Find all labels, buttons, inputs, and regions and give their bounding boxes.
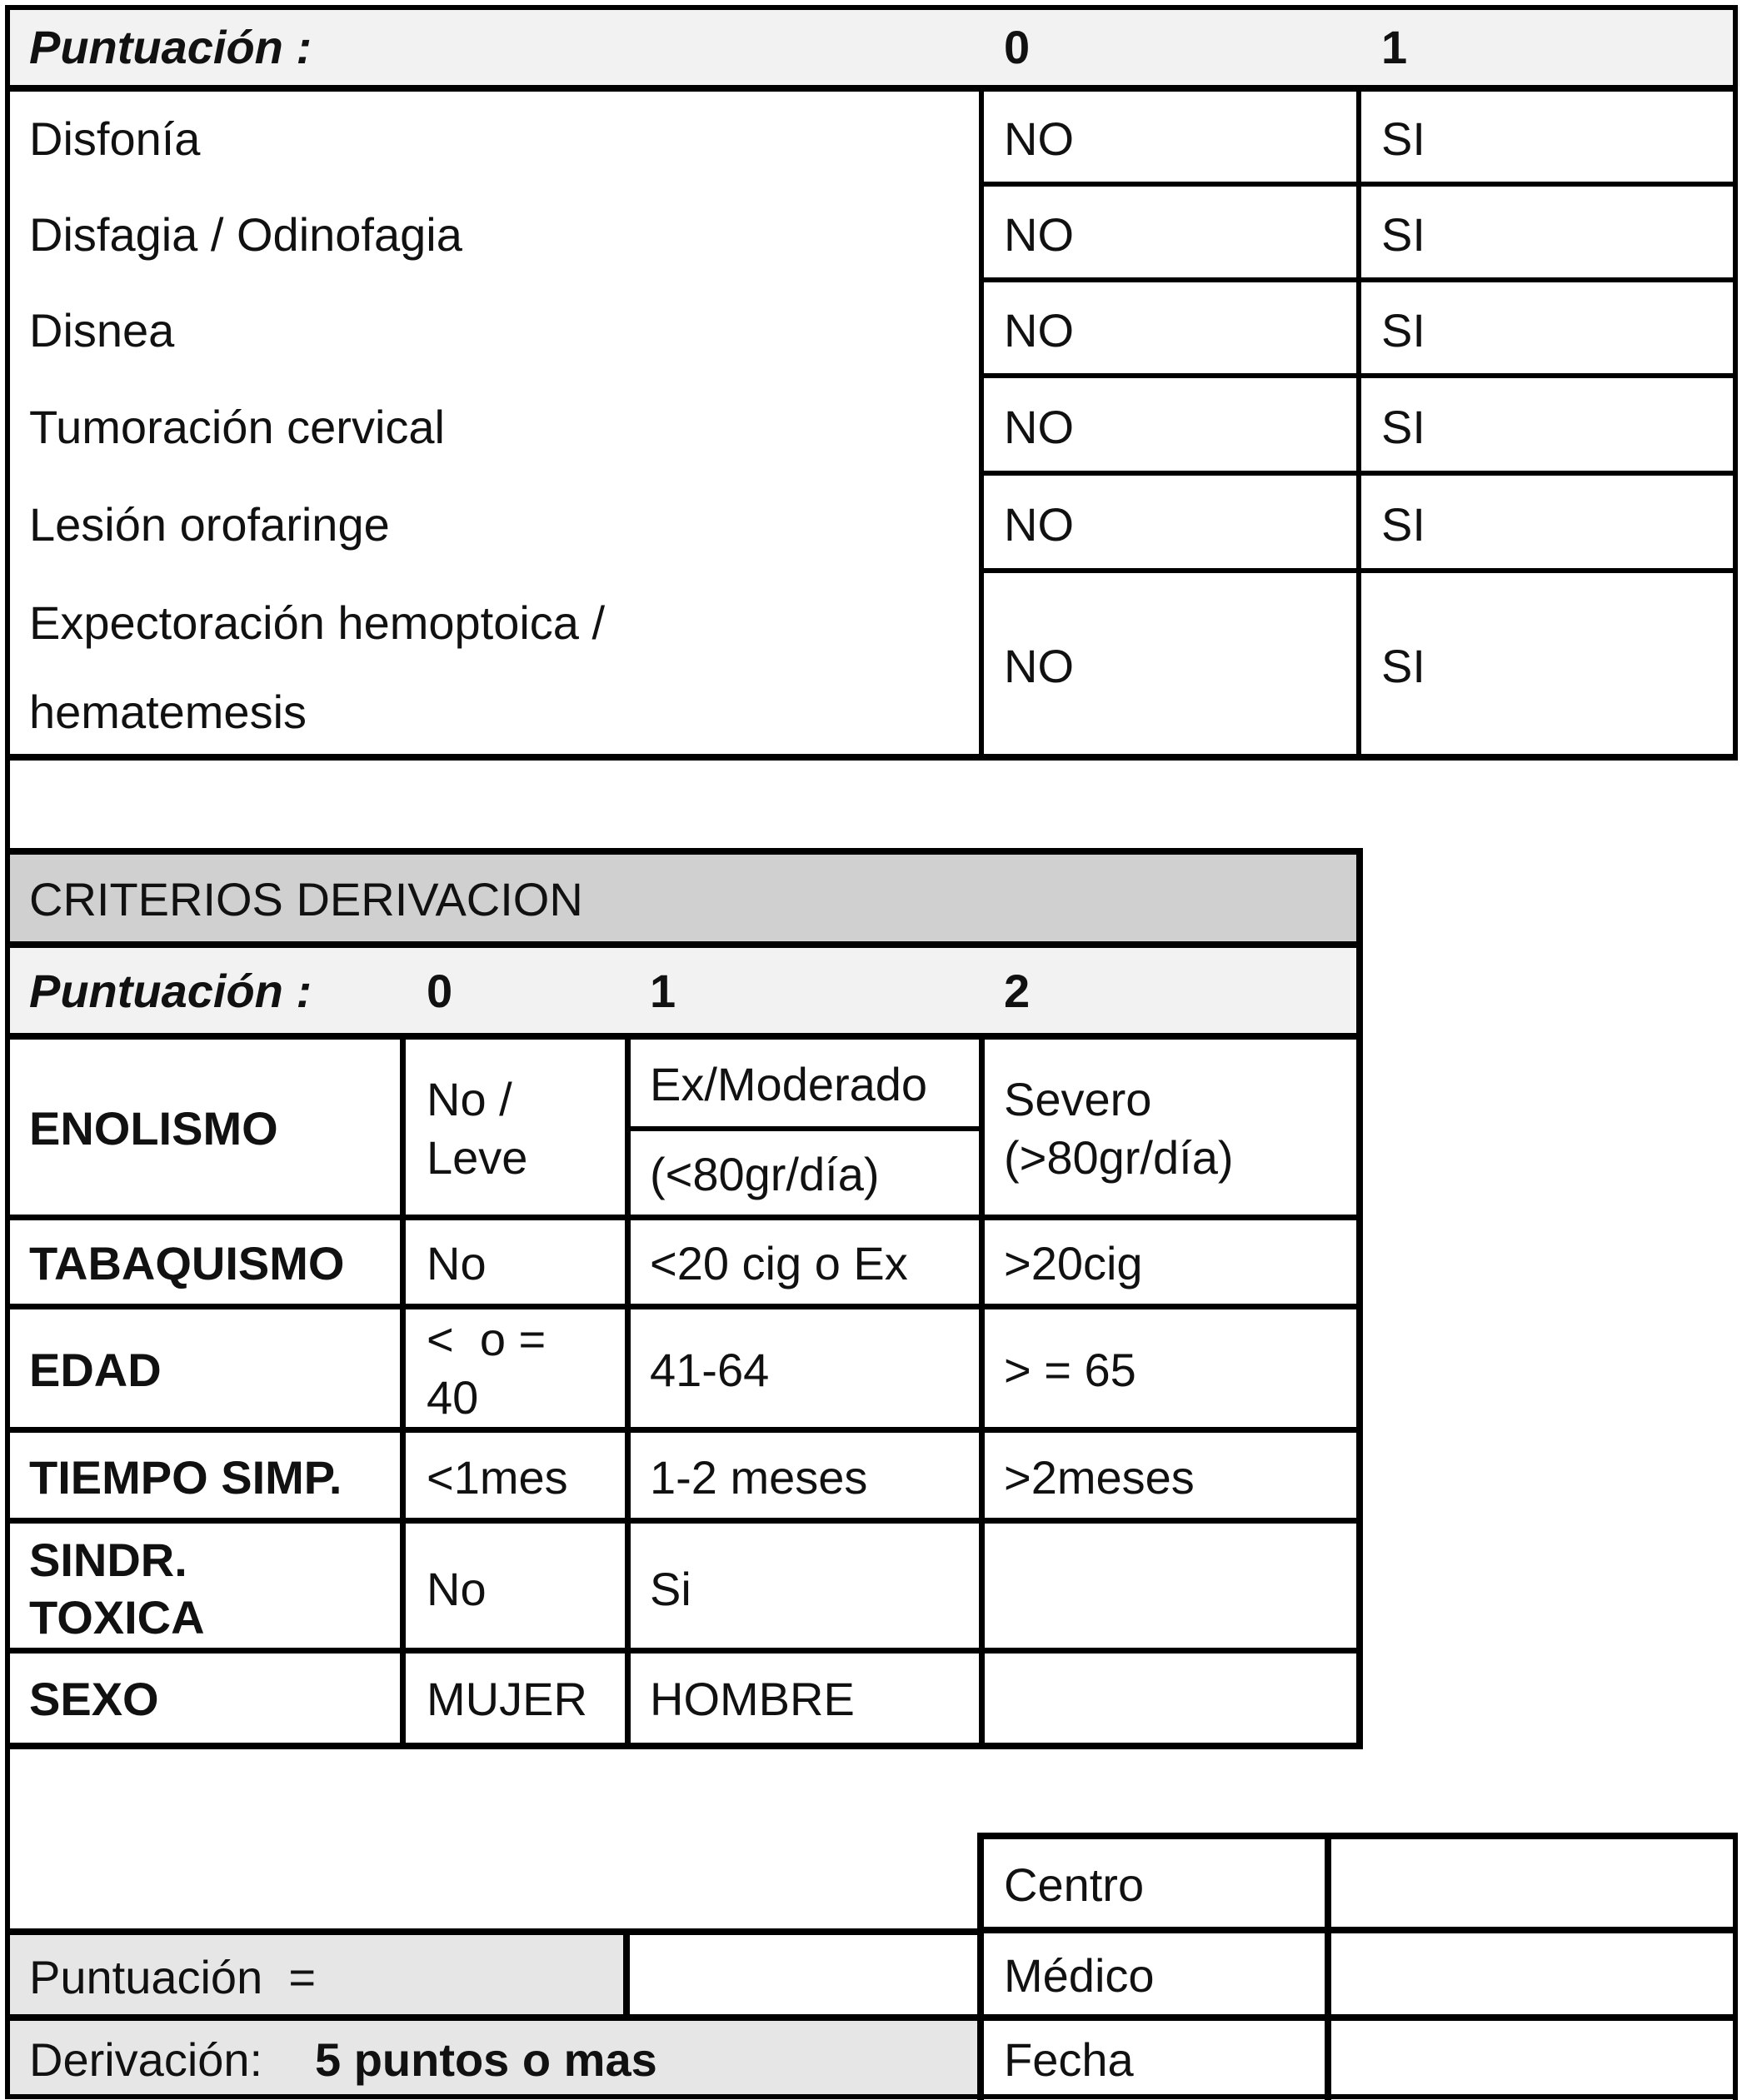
symptom-value-1: SI xyxy=(1381,401,1425,453)
symptom-label-line2: hematemesis xyxy=(29,686,307,738)
criteria-label: TIEMPO SIMP. xyxy=(29,1451,342,1504)
criteria-header-col1: 1 xyxy=(650,965,676,1017)
symptoms-header-col1: 1 xyxy=(1381,21,1408,73)
symptom-label: Disnea xyxy=(29,304,175,357)
criteria-v0-line1: No / xyxy=(427,1073,512,1125)
symptom-value-1: SI xyxy=(1381,208,1425,261)
criteria-v2: >2meses xyxy=(1004,1451,1195,1504)
derivation-value: 5 puntos o mas xyxy=(315,2033,657,2086)
criteria-v0: MUJER xyxy=(427,1673,587,1725)
symptom-value-0: NO xyxy=(1004,640,1074,692)
symptom-label: Lesión orofaringe xyxy=(29,498,390,551)
centro-label: Centro xyxy=(1004,1858,1145,1911)
derivation-label: Derivación: xyxy=(29,2033,263,2086)
criteria-v1: 1-2 meses xyxy=(650,1451,868,1504)
symptoms-header-label: Puntuación : xyxy=(29,21,312,73)
criteria-v2: > = 65 xyxy=(1004,1344,1136,1396)
symptom-label: Tumoración cervical xyxy=(29,401,445,453)
criteria-v0-line2: 40 xyxy=(427,1371,479,1424)
medico-field[interactable] xyxy=(1331,1933,1733,2014)
criteria-v2-line2: (>80gr/día) xyxy=(1004,1131,1234,1184)
symptom-value-1: SI xyxy=(1381,498,1425,551)
criteria-label: SEXO xyxy=(29,1673,159,1725)
fecha-field[interactable] xyxy=(1331,2021,1733,2094)
symptom-value-0: NO xyxy=(1004,498,1074,551)
criteria-label: ENOLISMO xyxy=(29,1102,278,1155)
symptom-value-0: NO xyxy=(1004,208,1074,261)
criteria-label-line1: SINDR. xyxy=(29,1534,187,1586)
symptom-value-0: NO xyxy=(1004,304,1074,357)
criteria-header-col2: 2 xyxy=(1004,965,1031,1017)
centro-field[interactable] xyxy=(1331,1839,1733,1927)
symptom-value-0: NO xyxy=(1004,401,1074,453)
symptom-label: Disfonía xyxy=(29,112,201,165)
symptom-value-0: NO xyxy=(1004,112,1074,165)
fecha-label: Fecha xyxy=(1004,2033,1134,2086)
criteria-v1-line2: (<80gr/día) xyxy=(650,1148,880,1200)
symptom-label-line1: Expectoración hemoptoica / xyxy=(29,596,606,649)
criteria-v2: >20cig xyxy=(1004,1237,1143,1289)
symptom-value-1: SI xyxy=(1381,304,1425,357)
criteria-v1-line1: Ex/Moderado xyxy=(650,1058,928,1110)
symptoms-header-col0: 0 xyxy=(1004,21,1031,73)
criteria-v0-line1: < o = xyxy=(427,1313,547,1365)
criteria-v0: <1mes xyxy=(427,1451,568,1504)
criteria-v0: No xyxy=(427,1563,487,1615)
symptom-value-1: SI xyxy=(1381,112,1425,165)
score-label: Puntuación = xyxy=(29,1951,317,2003)
criteria-header-label: Puntuación : xyxy=(29,965,312,1017)
symptom-value-1: SI xyxy=(1381,640,1425,692)
symptom-label: Disfagia / Odinofagia xyxy=(29,208,462,261)
criteria-v1: <20 cig o Ex xyxy=(650,1237,908,1289)
criteria-v0: No xyxy=(427,1237,487,1289)
criteria-header-col0: 0 xyxy=(427,965,453,1017)
criteria-v0-line2: Leve xyxy=(427,1131,528,1184)
criteria-label: TABAQUISMO xyxy=(29,1237,345,1289)
score-value-field[interactable] xyxy=(630,1935,977,2014)
medico-label: Médico xyxy=(1004,1949,1155,2002)
criteria-label-line2: TOXICA xyxy=(29,1591,205,1644)
criteria-v1: 41-64 xyxy=(650,1344,770,1396)
criteria-v1: HOMBRE xyxy=(650,1673,855,1725)
criteria-title: CRITERIOS DERIVACION xyxy=(29,873,583,925)
criteria-v1: Si xyxy=(650,1563,691,1615)
criteria-label: EDAD xyxy=(29,1344,162,1396)
criteria-v2-line1: Severo xyxy=(1004,1073,1152,1125)
